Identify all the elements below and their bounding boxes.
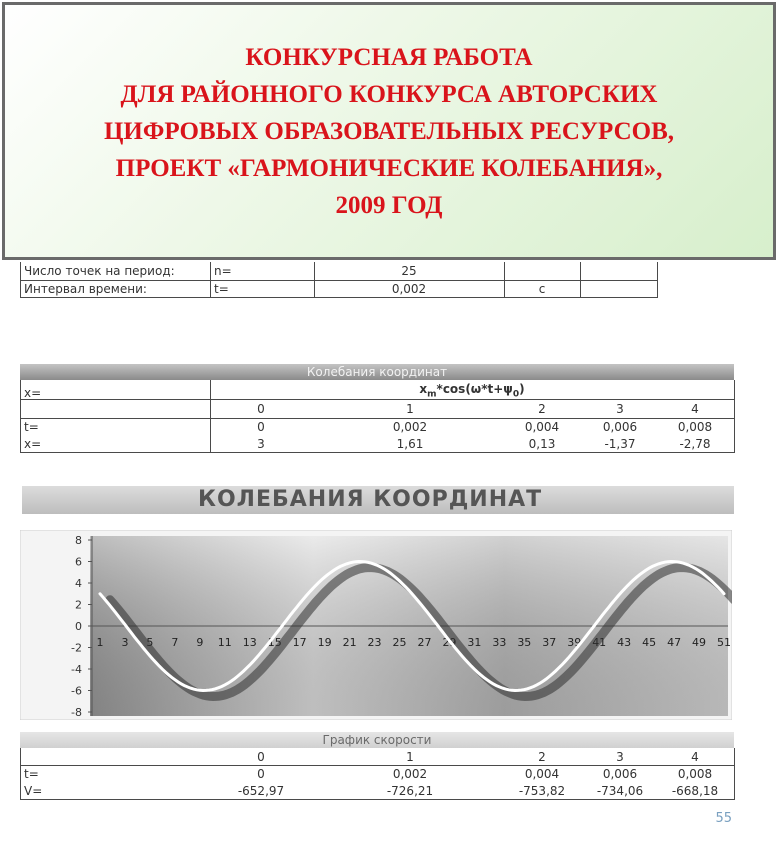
coord-t-value: 0: [257, 420, 265, 434]
x-tick-label: 19: [317, 636, 332, 649]
coord-t-value: 0,002: [392, 420, 428, 434]
y-tick-label: 8: [75, 534, 82, 547]
param-value-t: 0,002: [391, 282, 427, 296]
speed-table-border: [20, 765, 734, 766]
speed-table-border: [20, 799, 734, 800]
x-tick-label: 31: [467, 636, 482, 649]
y-tick-label: 2: [75, 598, 82, 612]
x-tick-label: 37: [542, 636, 557, 649]
x-tick-label: 11: [217, 636, 232, 649]
x-tick-label: 43: [617, 636, 632, 649]
coord-formula: $x_m*\cos(\omega*t+\psi_0)$: [419, 382, 525, 400]
coord-x-value: -2,78: [679, 437, 711, 451]
coord-table-border: [20, 380, 21, 453]
param-symbol-t: t=: [214, 282, 229, 296]
y-tick-label: -6: [71, 684, 82, 698]
x-tick-label: 39: [567, 636, 582, 649]
x-tick-label: 9: [196, 636, 204, 649]
speed-v-value: -668,18: [671, 784, 719, 798]
speed-header: 4: [691, 750, 699, 764]
y-tick-label: 4: [75, 577, 82, 590]
title-line-5: 2009 ГОД: [335, 191, 443, 219]
coordinate-chart: [20, 530, 732, 720]
page-number: 55: [715, 811, 732, 826]
coord-table-banner: Колебания координат: [20, 364, 734, 380]
speed-table-border: [20, 748, 21, 800]
speed-v-value: -652,97: [237, 784, 285, 798]
y-tick-label: -4: [71, 663, 82, 676]
coord-x-value: -1,37: [604, 437, 636, 451]
title-line-4: ПРОЕКТ «ГАРМОНИЧЕСКИЕ КОЛЕБАНИЯ»,: [115, 154, 663, 182]
speed-v-value: -726,21: [386, 784, 434, 798]
x-tick-label: 45: [642, 636, 657, 649]
coord-header: 1: [406, 402, 414, 416]
speed-t-value: 0,002: [392, 767, 428, 781]
coord-table-border: [20, 418, 734, 419]
speed-header: 2: [538, 750, 546, 764]
x-tick-label: 21: [342, 636, 357, 649]
x-tick-label: 41: [592, 636, 607, 649]
coord-t-value: 0,008: [677, 420, 713, 434]
speed-t-value: 0,004: [524, 767, 560, 781]
coord-table-border: [20, 452, 734, 453]
x-tick-label: 35: [517, 636, 532, 649]
x-tick-label: 1: [96, 636, 104, 649]
speed-t-label: t=: [24, 767, 39, 781]
params-border: [20, 280, 658, 281]
y-tick-label: -8: [71, 706, 82, 719]
speed-v-value: -753,82: [518, 784, 566, 798]
title-line-3: ЦИФРОВЫХ ОБРАЗОВАТЕЛЬНЫХ РЕСУРСОВ,: [103, 117, 675, 145]
speed-t-value: 0: [257, 767, 265, 781]
y-tick-label: 6: [75, 555, 82, 569]
param-symbol-n: n=: [214, 264, 232, 278]
speed-v-value: -734,06: [596, 784, 644, 798]
speed-header: 0: [257, 750, 265, 764]
x-tick-label: 15: [267, 636, 282, 649]
coord-row-label: x=: [24, 386, 42, 400]
x-tick-label: 49: [692, 636, 707, 649]
param-label-points: Число точек на период:: [24, 264, 175, 278]
param-unit-t: с: [538, 282, 546, 296]
coord-x-value: 3: [257, 437, 265, 451]
y-tick-label: 0: [75, 620, 82, 633]
speed-t-value: 0,006: [602, 767, 638, 781]
speed-header: 3: [616, 750, 624, 764]
x-tick-label: 5: [146, 636, 154, 649]
coord-header: 4: [691, 402, 699, 416]
speed-header: 1: [406, 750, 414, 764]
coord-t-label: t=: [24, 420, 39, 434]
title-box: [2, 2, 776, 260]
param-label-interval: Интервал времени:: [24, 282, 147, 296]
coord-header: 3: [616, 402, 624, 416]
x-tick-label: 33: [492, 636, 507, 649]
coord-x-label: x=: [24, 437, 42, 451]
coord-t-value: 0,004: [524, 420, 560, 434]
param-value-n: 25: [401, 264, 417, 278]
x-tick-label: 3: [121, 636, 129, 649]
coord-table-border: [734, 380, 735, 453]
x-tick-label: 17: [292, 636, 307, 649]
title-line-1: КОНКУРСНАЯ РАБОТА: [245, 43, 533, 71]
x-tick-label: 27: [417, 636, 432, 649]
coord-header: 0: [257, 402, 265, 416]
x-tick-label: 13: [242, 636, 257, 649]
x-tick-label: 51: [717, 636, 731, 649]
coord-x-value: 1,61: [396, 437, 424, 451]
x-tick-label: 47: [667, 636, 682, 649]
coord-x-value: 0,13: [528, 437, 556, 451]
x-tick-label: 29: [442, 636, 457, 649]
x-tick-label: 7: [171, 636, 179, 649]
speed-table-banner: График скорости: [20, 732, 734, 748]
coord-t-value: 0,006: [602, 420, 638, 434]
speed-v-label: V=: [24, 784, 43, 798]
x-tick-label: 23: [367, 636, 382, 649]
speed-t-value: 0,008: [677, 767, 713, 781]
params-border: [20, 297, 658, 298]
y-tick-label: -2: [71, 641, 82, 655]
x-tick-label: 25: [392, 636, 407, 649]
chart-heading: КОЛЕБАНИЯ КООРДИНАТ: [22, 486, 734, 514]
title-line-2: ДЛЯ РАЙОННОГО КОНКУРСА АВТОРСКИХ: [120, 80, 658, 108]
coord-header: 2: [538, 402, 546, 416]
